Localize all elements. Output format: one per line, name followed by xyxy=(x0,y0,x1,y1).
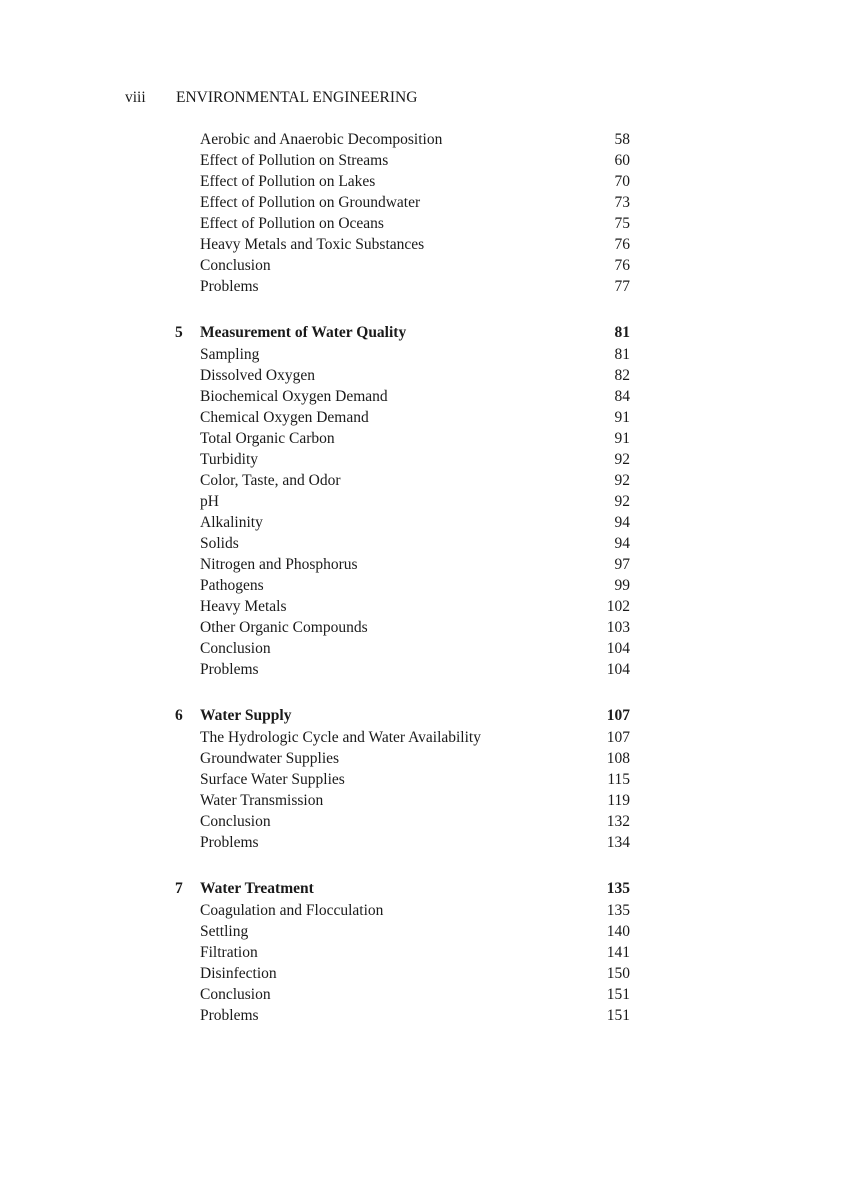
chapter-page: 135 xyxy=(606,880,630,897)
toc-entry-title: Heavy Metals and Toxic Substances xyxy=(200,236,425,253)
toc-entry-page: 91 xyxy=(614,409,630,426)
chapter-page: 107 xyxy=(606,707,630,724)
table-of-contents xyxy=(175,129,630,1026)
toc-entry xyxy=(175,470,630,491)
toc-entry-title: Problems xyxy=(200,834,259,851)
page-folio: viii xyxy=(125,89,146,106)
toc-entry xyxy=(175,491,630,512)
toc-entry xyxy=(175,984,630,1005)
toc-entry-page: 140 xyxy=(606,923,630,940)
toc-entry xyxy=(175,344,630,365)
toc-entry-page: 151 xyxy=(606,1007,630,1024)
toc-entry-title: Color, Taste, and Odor xyxy=(200,472,341,489)
chapter-title: Measurement of Water Quality xyxy=(200,324,407,341)
toc-entry xyxy=(175,659,630,680)
chapter-title: Water Supply xyxy=(200,707,292,724)
toc-entry-title: Problems xyxy=(200,661,259,678)
toc-entry xyxy=(175,832,630,853)
toc-entry xyxy=(175,512,630,533)
chapter-6-section xyxy=(175,704,630,853)
toc-entry xyxy=(175,921,630,942)
toc-entry-page: 119 xyxy=(607,792,630,809)
toc-entry xyxy=(175,900,630,921)
toc-entry-title: Conclusion xyxy=(200,986,271,1003)
toc-entry-title: The Hydrologic Cycle and Water Availability xyxy=(200,729,481,746)
toc-entry xyxy=(175,1005,630,1026)
toc-entry xyxy=(175,748,630,769)
toc-entry-page: 97 xyxy=(614,556,630,573)
running-title: ENVIRONMENTAL ENGINEERING xyxy=(176,89,418,106)
toc-entry-page: 99 xyxy=(614,577,630,594)
toc-entry-page: 92 xyxy=(614,493,630,510)
toc-entry xyxy=(175,942,630,963)
toc-entry-page: 107 xyxy=(606,729,630,746)
toc-entry xyxy=(175,192,630,213)
toc-entry xyxy=(175,386,630,407)
toc-entry xyxy=(175,727,630,748)
toc-entry xyxy=(175,428,630,449)
toc-entry xyxy=(175,769,630,790)
chapter-7-section xyxy=(175,877,630,1026)
toc-entry-page: 92 xyxy=(614,451,630,468)
toc-entry-page: 84 xyxy=(614,388,630,405)
toc-entry-title: Water Transmission xyxy=(200,792,324,809)
chapter-heading xyxy=(175,877,630,900)
chapter-heading xyxy=(175,704,630,727)
toc-entry xyxy=(175,575,630,596)
toc-entry-title: Effect of Pollution on Streams xyxy=(200,152,389,169)
toc-entry-page: 58 xyxy=(614,131,630,148)
toc-entry xyxy=(175,276,630,297)
toc-entry-title: Problems xyxy=(200,278,259,295)
toc-entry xyxy=(175,365,630,386)
toc-entry-page: 94 xyxy=(614,535,630,552)
toc-entry-page: 134 xyxy=(606,834,630,851)
running-header xyxy=(125,89,417,107)
toc-entry xyxy=(175,811,630,832)
toc-entry xyxy=(175,234,630,255)
toc-entry xyxy=(175,617,630,638)
toc-entry-page: 141 xyxy=(606,944,630,961)
toc-entry-title: Dissolved Oxygen xyxy=(200,367,315,384)
toc-entry xyxy=(175,449,630,470)
toc-entry xyxy=(175,533,630,554)
toc-entry-title: Biochemical Oxygen Demand xyxy=(200,388,388,405)
toc-entry-page: 108 xyxy=(606,750,630,767)
toc-entry xyxy=(175,213,630,234)
toc-entry xyxy=(175,150,630,171)
toc-entry-title: Conclusion xyxy=(200,257,271,274)
toc-entry-title: Chemical Oxygen Demand xyxy=(200,409,369,426)
toc-entry-page: 77 xyxy=(614,278,630,295)
toc-entry xyxy=(175,963,630,984)
chapter-5-section xyxy=(175,321,630,680)
toc-entry-page: 94 xyxy=(614,514,630,531)
toc-entry-title: Heavy Metals xyxy=(200,598,287,615)
chapter-number: 7 xyxy=(175,880,183,897)
chapter-title: Water Treatment xyxy=(200,880,314,897)
toc-entry-page: 132 xyxy=(606,813,630,830)
toc-entry-title: Solids xyxy=(200,535,239,552)
toc-entry-title: Conclusion xyxy=(200,813,271,830)
chapter-number: 5 xyxy=(175,324,183,341)
toc-entry-page: 76 xyxy=(614,257,630,274)
toc-entry xyxy=(175,407,630,428)
toc-entry-title: Surface Water Supplies xyxy=(200,771,345,788)
chapter-page: 81 xyxy=(614,324,630,341)
toc-entry xyxy=(175,255,630,276)
toc-entry xyxy=(175,171,630,192)
toc-entry-title: Sampling xyxy=(200,346,260,363)
toc-entry xyxy=(175,554,630,575)
toc-entry-page: 135 xyxy=(606,902,630,919)
chapter-number: 6 xyxy=(175,707,183,724)
toc-entry xyxy=(175,638,630,659)
toc-entry-title: Problems xyxy=(200,1007,259,1024)
toc-entry xyxy=(175,790,630,811)
toc-entry-page: 103 xyxy=(606,619,630,636)
toc-entry-page: 115 xyxy=(607,771,630,788)
toc-entry-title: Effect of Pollution on Groundwater xyxy=(200,194,421,211)
toc-entry-title: Effect of Pollution on Lakes xyxy=(200,173,376,190)
toc-entry-page: 82 xyxy=(614,367,630,384)
toc-entry-page: 91 xyxy=(614,430,630,447)
toc-entry xyxy=(175,129,630,150)
toc-entry-page: 60 xyxy=(614,152,630,169)
toc-entry-title: Nitrogen and Phosphorus xyxy=(200,556,358,573)
toc-entry-page: 81 xyxy=(614,346,630,363)
toc-entry-title: pH xyxy=(200,493,219,510)
chapter-heading xyxy=(175,321,630,344)
toc-entry-title: Aerobic and Anaerobic Decomposition xyxy=(200,131,443,148)
toc-entry-page: 102 xyxy=(606,598,630,615)
continued-section xyxy=(175,129,630,297)
toc-entry-page: 92 xyxy=(614,472,630,489)
toc-entry-title: Alkalinity xyxy=(200,514,263,531)
toc-entry-title: Turbidity xyxy=(200,451,259,468)
toc-entry xyxy=(175,596,630,617)
toc-entry-page: 104 xyxy=(606,661,630,678)
toc-entry-title: Total Organic Carbon xyxy=(200,430,335,447)
toc-entry-page: 104 xyxy=(606,640,630,657)
toc-entry-title: Other Organic Compounds xyxy=(200,619,368,636)
toc-entry-title: Groundwater Supplies xyxy=(200,750,340,767)
toc-entry-title: Settling xyxy=(200,923,249,940)
toc-entry-title: Effect of Pollution on Oceans xyxy=(200,215,384,232)
toc-entry-page: 73 xyxy=(614,194,630,211)
toc-entry-page: 150 xyxy=(606,965,630,982)
toc-entry-title: Conclusion xyxy=(200,640,271,657)
toc-entry-title: Coagulation and Flocculation xyxy=(200,902,384,919)
toc-entry-page: 76 xyxy=(614,236,630,253)
toc-entry-page: 70 xyxy=(614,173,630,190)
toc-entry-title: Disinfection xyxy=(200,965,277,982)
toc-entry-title: Filtration xyxy=(200,944,258,961)
toc-entry-page: 151 xyxy=(606,986,630,1003)
toc-entry-title: Pathogens xyxy=(200,577,264,594)
toc-entry-page: 75 xyxy=(614,215,630,232)
